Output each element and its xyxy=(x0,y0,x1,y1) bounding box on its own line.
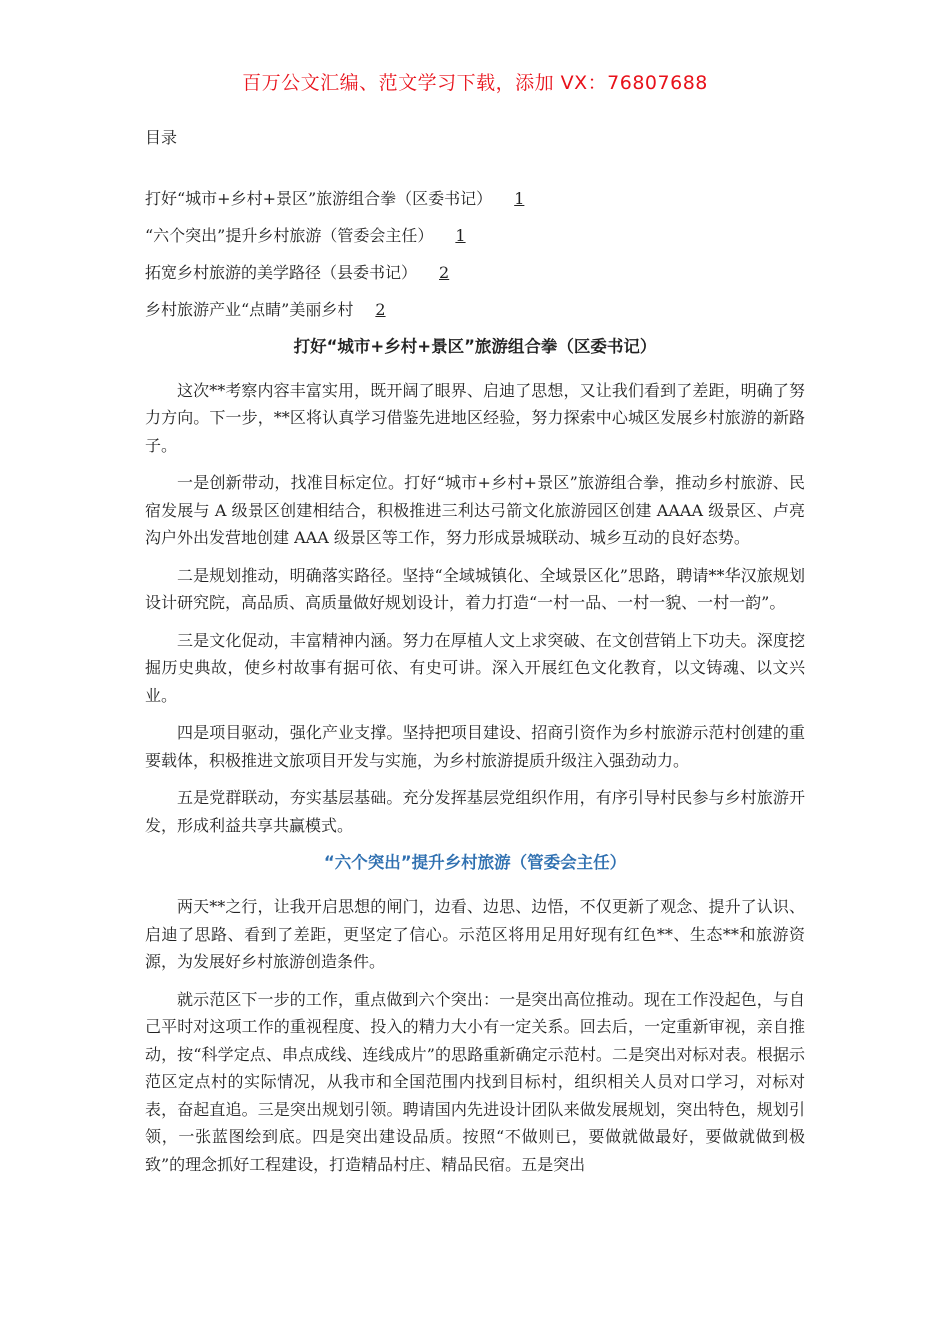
paragraph: 就示范区下一步的工作，重点做到六个突出：一是突出高位推动。现在工作没起色，与自己平时对这项工作的重视程度、投入的精力大小有一定关系。回去后，一定重新审视，亲自推动，按“科学定点、串点成线、连线成片”的思路重新确定示范村。二是突出对标对表。根据示范区定点村的实际情况，从我市和全国范围内找到目标村，组织相关人员对口学习，对标对表，奋起直追。三是突出规划引领。聘请国内先进设计团队来做发展规划，突出特色，规划引领，一张蓝图绘到底。四是突出建设品质。按照“不做则已，要做就做最好，要做就做到极致”的理念抓好工程建设，打造精品村庄、精品民宿。五是突出 xyxy=(145,989,805,1174)
paragraph: 五是党群联动，夯实基层基础。充分发挥基层党组织作用，有序引导村民参与乡村旅游开发，形成利益共享共赢模式。 xyxy=(145,788,805,835)
paragraph: 四是项目驱动，强化产业支撑。坚持把项目建设、招商引资作为乡村旅游示范村创建的重要载体，积极推进文旅项目开发与实施，为乡村旅游提质升级注入强劲动力。 xyxy=(145,723,805,770)
document-body xyxy=(145,124,805,1188)
toc-item-label: 拓宽乡村旅游的美学路径（县委书记） xyxy=(145,262,418,282)
paragraph: 一是创新带动，找准目标定位。打好“城市+乡村+景区”旅游组合拳，推动乡村旅游、民宿发展与 A 级景区创建相结合，积极推进三利达弓箭文化旅游园区创建 AAAA 级景区、卢亮沟户外出发营地创建 AAA 级景区等工作，努力形成景城联动、城乡互动的良好态势。 xyxy=(145,473,805,547)
toc-item[interactable] xyxy=(145,222,805,250)
toc-page-link[interactable]: 1 xyxy=(514,188,525,208)
toc-item-label: 乡村旅游产业“点睛”美丽乡村 xyxy=(145,299,354,319)
section-title: “六个突出”提升乡村旅游（管委会主任） xyxy=(323,853,627,872)
toc-item[interactable] xyxy=(145,296,805,324)
toc-page-link[interactable]: 1 xyxy=(455,225,466,245)
toc-item-label: 打好“城市+乡村+景区”旅游组合拳（区委书记） xyxy=(145,188,493,208)
paragraph: 这次**考察内容丰富实用，既开阔了眼界、启迪了思想，又让我们看到了差距，明确了努力方向。下一步，**区将认真学习借鉴先进地区经验，努力探索中心城区发展乡村旅游的新路子。 xyxy=(145,380,805,455)
toc-item[interactable] xyxy=(145,259,805,287)
section-title: 打好“城市+乡村+景区”旅游组合拳（区委书记） xyxy=(293,336,657,356)
paragraph: 两天**之行，让我开启思想的闸门，边看、边思、边悟，不仅更新了观念、提升了认识、启迪了思路、看到了差距，更坚定了信心。示范区将用足用好现有红色**、生态**和旅游资源，为发展好乡村旅游创造条件。 xyxy=(145,897,805,971)
toc-item-label: “六个突出”提升乡村旅游（管委会主任） xyxy=(145,225,434,245)
paragraph: 三是文化促动，丰富精神内涵。努力在厚植人文上求突破、在文创营销上下功夫。深度挖掘历史典故，使乡村故事有据可依、有史可讲。深入开展红色文化教育，以文铸魂、以文兴业。 xyxy=(145,630,805,705)
toc-item[interactable] xyxy=(145,185,805,213)
toc-page-link[interactable]: 2 xyxy=(439,262,450,282)
paragraph: 二是规划推动，明确落实路径。坚持“全域城镇化、全域景区化”思路，聘请**华汉旅规划设计研究院，高品质、高质量做好规划设计，着力打造“一村一品、一村一貌、一村一韵”。 xyxy=(145,565,805,612)
promo-banner: 百万公文汇编、范文学习下载，添加 VX：76807688 xyxy=(242,72,708,94)
toc-title: 目录 xyxy=(145,128,178,147)
toc-page-link[interactable]: 2 xyxy=(375,299,386,319)
